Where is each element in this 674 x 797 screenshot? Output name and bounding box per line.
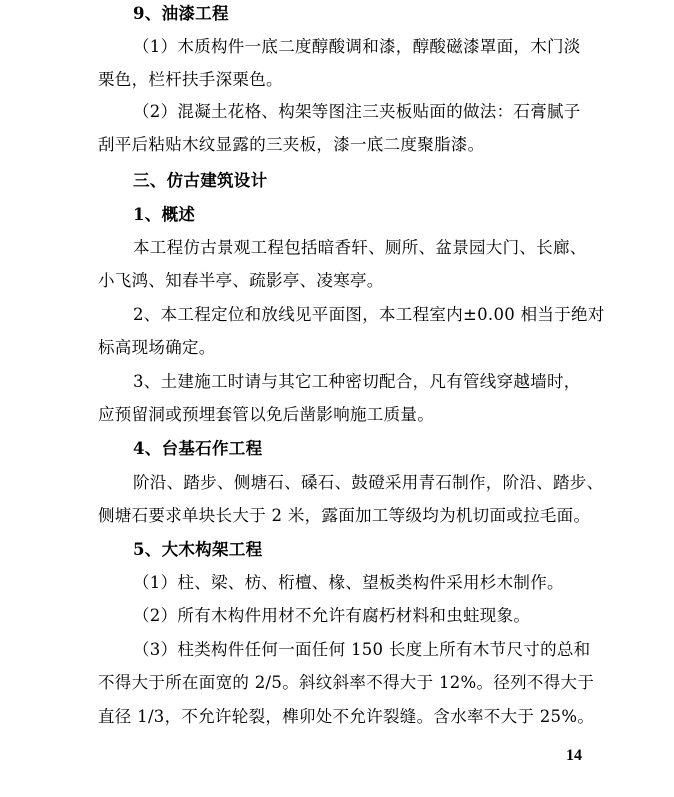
paragraph-line: 直径 1/3，不允许轮裂，榫卯处不允许裂缝。含水率不大于 25%。 (98, 707, 595, 726)
paragraph-line: （1）木质构件一底二度醇酸调和漆，醇酸磁漆罩面，木门淡 (133, 37, 581, 56)
paragraph-line: 刮平后粘贴木纹显露的三夹板，漆一底二度聚脂漆。 (98, 135, 485, 154)
paragraph-line: （1）柱、梁、枋、桁檀、椽、望板类构件采用杉木制作。 (133, 573, 564, 592)
section-heading-painting: 9、油漆工程 (133, 4, 229, 23)
paragraph-line: 侧塘石要求单块长大于 2 米，露面加工等级均为机切面或拉毛面。 (98, 506, 591, 525)
paragraph-line: （2）所有木构件用材不允许有腐朽材料和虫蛀现象。 (133, 606, 531, 625)
paragraph-line: 标高现场确定。 (98, 338, 216, 357)
section-heading-stone-base: 4、台基石作工程 (133, 439, 263, 458)
paragraph-line: 应预留洞或预埋套管以免后凿影响施工质量。 (98, 405, 434, 424)
page-number: 14 (566, 747, 582, 764)
paragraph-line: 2、本工程定位和放线见平面图，本工程室内±0.00 相当于绝对 (133, 305, 605, 324)
paragraph-line: 本工程仿古景观工程包括暗香轩、厕所、盆景园大门、长廊、 (133, 238, 587, 257)
paragraph-line: 栗色，栏杆扶手深栗色。 (98, 70, 283, 89)
paragraph-line: 小飞鸿、知春半亭、疏影亭、凌寒亭。 (98, 271, 384, 290)
paragraph-line: （3）柱类构件任何一面任何 150 长度上所有木节尺寸的总和 (133, 640, 591, 659)
paragraph-line: （2）混凝土花格、构架等图注三夹板贴面的做法：石膏腻子 (133, 102, 581, 121)
paragraph-line: 阶沿、踏步、侧塘石、磉石、鼓磴采用青石制作，阶沿、踏步、 (133, 473, 604, 492)
paragraph-line: 不得大于所在面宽的 2/5。斜纹斜率不得大于 12%。径列不得大于 (98, 673, 595, 692)
part-heading-antique-architecture: 三、仿古建筑设计 (133, 171, 268, 190)
section-heading-overview: 1、概述 (133, 205, 196, 224)
section-heading-timber-frame: 5、大木构架工程 (133, 540, 263, 559)
paragraph-line: 3、土建施工时请与其它工种密切配合，凡有管线穿越墙时， (133, 372, 581, 391)
